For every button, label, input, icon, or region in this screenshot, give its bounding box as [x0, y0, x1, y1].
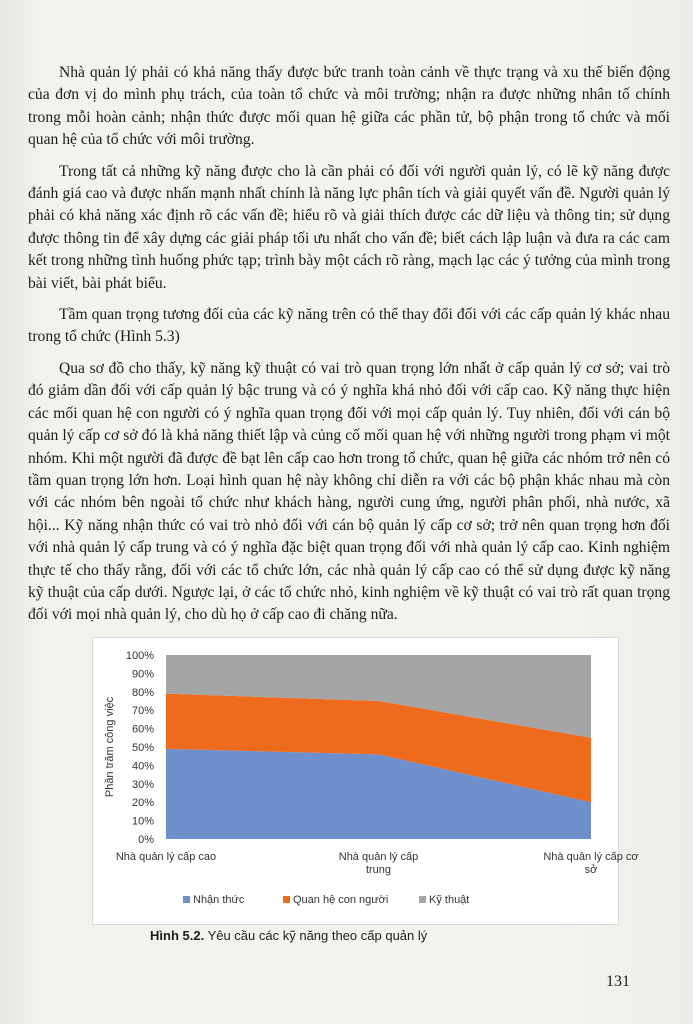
y-tick-label: 60% [131, 723, 154, 736]
legend-label: Nhận thức [193, 894, 245, 906]
paragraph-2: Trong tất cả những kỹ năng được cho là cần phải có đối với người quản lý, có lẽ kỹ năng được đánh giá cao và được nhấn mạnh nhất chính là năng lực phân tích và giải quyết vấn đề. Người quản lý phải có khả năng xác định rõ các vấn đề; hiểu rõ và giải thích được các dữ liệu và thông tin; sử dụng được thông tin để xây dựng các giải pháp tối ưu nhất cho vấn đề; biết cách lập luận và đưa ra các cam kết trong những tình huống phức tạp; trình bày một cách rõ ràng, mạch lạc các ý tưởng của mình trong bài viết, bài phát biểu. [28, 162, 670, 292]
x-category-label-line: sở [584, 864, 598, 876]
legend-swatch [283, 896, 290, 903]
y-tick-label: 70% [131, 705, 154, 718]
figure-caption-label: Hình 5.2. [150, 928, 205, 943]
paragraph-1: Nhà quản lý phải có khả năng thấy được bức tranh toàn cảnh về thực trạng và xu thế biến động của đơn vị do mình phụ trách, của toàn tổ chức và môi trường; nhận ra được những nhân tố chính trong mỗi hoàn cảnh; nhận thức được mối quan hệ giữa các phần tử, bộ phận trong tổ chức và mối quan hệ của tổ chức với môi trường. [28, 64, 670, 149]
page-number: 131 [606, 973, 630, 990]
stacked-area-chart-svg [93, 638, 639, 924]
legend-swatch [183, 896, 190, 903]
y-tick-label: 80% [131, 686, 154, 699]
figure-caption-text: Yêu cầu các kỹ năng theo cấp quản lý [204, 928, 428, 943]
x-category-label-line: Nhà quản lý cấp cao [115, 851, 217, 863]
x-category-label-line: trung [365, 864, 392, 876]
x-category-label [543, 851, 638, 876]
y-tick-label: 90% [131, 668, 154, 681]
paragraph-4: Qua sơ đồ cho thấy, kỹ năng kỹ thuật có vai trò quan trọng lớn nhất ở cấp quản lý cơ sở; vai trò đó giảm dần đối với cấp quản lý bậc trung và có ý nghĩa khá nhỏ đối với cấp cao. Kỹ năng thực hiện các mối quan hệ con người có ý nghĩa quan trọng đối với mọi cấp quản lý. Tuy nhiên, đối với cán bộ quản lý cấp cơ sở đó là khả năng thiết lập và củng cố mối quan hệ với những người trong phạm vi một nhóm. Khi một người đã được đề bạt lên cấp cao hơn trong tổ chức, quan hệ giữa các nhóm trở nên có tầm quan trọng lớn hơn. Loại hình quan hệ này không chỉ diễn ra với các bộ phận khác nhau mà còn với các nhóm bên ngoài tổ chức như khách hàng, người cung ứng, người phân phối, nhà nước, xã hội... Kỹ năng nhận thức có vai trò nhỏ đối với cán bộ quản lý cấp cơ sở; trở nên quan trọng hơn đối với nhà quản lý cấp trung và có ý nghĩa đặc biệt quan trọng đối với nhà quản lý cấp cao. Kinh nghiệm thực tế cho thấy rằng, đối với các tổ chức lớn, các nhà quản lý cấp cao có thể sử dụng được kỹ năng kỹ thuật của cấp dưới. Ngược lại, ở các tổ chức nhỏ, kinh nghiệm về kỹ thuật có vai trò rất quan trọng đối với mọi nhà quản lý, cho dù họ ở cấp cao đi chăng nữa. [28, 359, 670, 624]
legend-swatch [419, 896, 426, 903]
y-tick-label: 40% [131, 760, 154, 773]
y-tick-label: 0% [138, 834, 154, 846]
skills-chart [92, 637, 639, 925]
legend-label: Kỹ thuật [429, 894, 470, 906]
paragraph-3: Tầm quan trọng tương đối của các kỹ năng trên có thể thay đổi đối với các cấp quản lý khác nhau trong tổ chức (Hình 5.3) [28, 306, 670, 346]
y-tick-label: 30% [131, 778, 154, 791]
x-category-label [116, 851, 216, 863]
x-category-label-line: Nhà quản lý cấp [338, 851, 419, 863]
figure-caption [150, 928, 570, 943]
y-tick-label: 10% [131, 815, 154, 828]
y-tick-label: 100% [125, 650, 154, 662]
body-text [28, 62, 670, 636]
x-category-label [339, 851, 419, 876]
y-tick-label: 20% [131, 797, 154, 810]
x-category-label-line: Nhà quản lý cấp cơ [543, 851, 639, 863]
y-tick-label: 50% [131, 742, 154, 754]
y-axis-label: Phần trăm công việc [104, 696, 116, 798]
legend-label: Quan hệ con người [293, 894, 389, 906]
